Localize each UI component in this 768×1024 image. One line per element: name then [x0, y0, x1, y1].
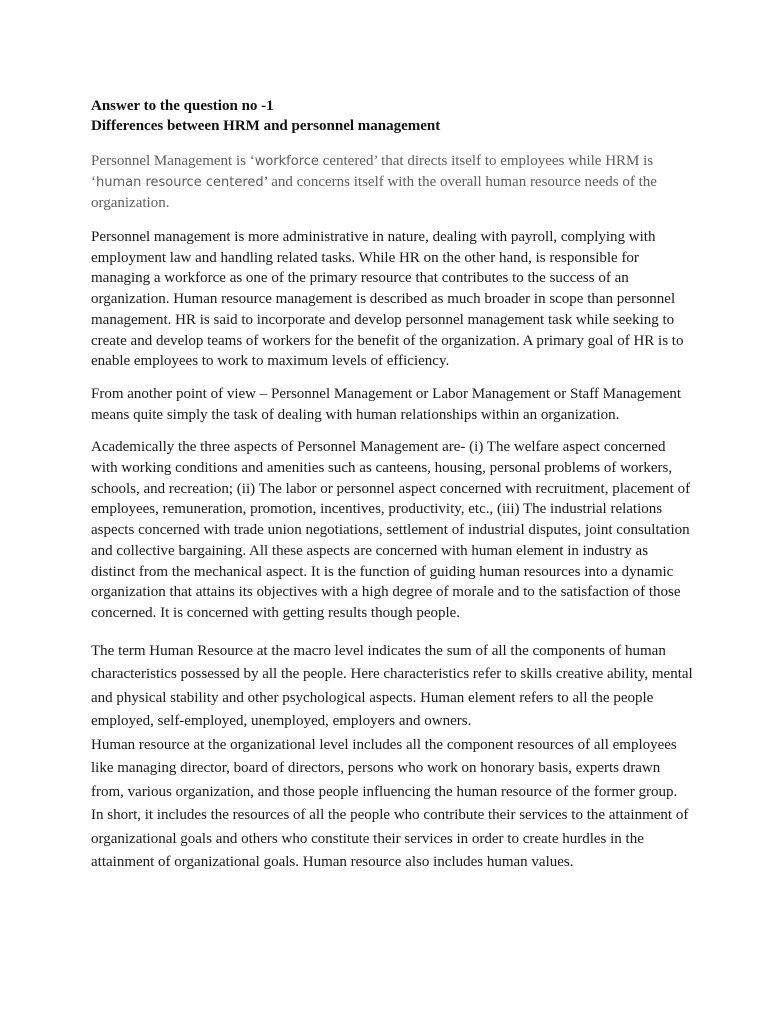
section-heading: Differences between HRM and personnel management [91, 118, 441, 134]
intro-term-human-resource: human resource centered [96, 175, 264, 190]
intro-term-workforce: workforce [254, 154, 319, 169]
document-page [91, 96, 693, 875]
question-heading: Answer to the question no -1 [91, 98, 274, 114]
paragraph-organizational-level: Human resource at the organizational level includes all the component resources of all employees like managing director, board of directors, persons who work on honorary basis, experts drawn from, various organization, and those people influencing the human resource of the former group. In short, it includes the resources of all the people who contribute their services to the attainment of organizational goals and others who constitute their services in order to create hurdles in the attainment of organizational goals. Human resource also includes human values. [91, 736, 689, 871]
paragraph-macro-level: The term Human Resource at the macro level indicates the sum of all the components of human characteristics possessed by all the people. Here characteristics refer to skills creative ability, mental and physical stability and other psychological aspects. Human element refers to all the people employed, self-employed, unemployed, employers and owners. [91, 642, 693, 730]
intro-text-3: ’ and concerns itself with the overall human resource needs of the organization. [91, 174, 657, 211]
paragraph-three-aspects: Academically the three aspects of Personnel Management are- (i) The welfare aspect concerned with working conditions and amenities such as canteens, housing, personal problems of workers, schools, and recreation; (ii) The labor or personnel aspect concerned with recruitment, placement of employees, remuneration, promotion, incentives, productivity, etc., (iii) The industrial relations aspects concerned with trade union negotiations, settlement of industrial disputes, joint consultation and collective bargaining. All these aspects are concerned with human element in industry as distinct from the mechanical aspect. It is the function of guiding human resources into a dynamic organization that attains its objectives with a high degree of morale and to the satisfaction of those concerned. It is concerned with getting results though people. [91, 439, 691, 621]
paragraph-point-of-view: From another point of view – Personnel Management or Labor Management or Staff Management means quite simply the task of dealing with human relationships within an organization. [91, 385, 681, 423]
intro-paragraph [91, 151, 693, 214]
paragraph-admin-vs-hr: Personnel management is more administrative in nature, dealing with payroll, complying with employment law and handling related tasks. While HR on the other hand, is responsible for managing a workforce as one of the primary resource that contributes to the success of an organization. Human resource management is described as much broader in scope than personnel management. HR is said to incorporate and develop personnel management task while seeking to create and develop teams of workers for the benefit of the organization. A primary goal of HR is to enable employees to work to maximum levels of efficiency. [91, 229, 684, 370]
intro-text-1: Personnel Management is ‘ [91, 153, 255, 169]
intro-text-2: centered’ that directs itself to employees while HRM is ‘ [91, 153, 654, 190]
